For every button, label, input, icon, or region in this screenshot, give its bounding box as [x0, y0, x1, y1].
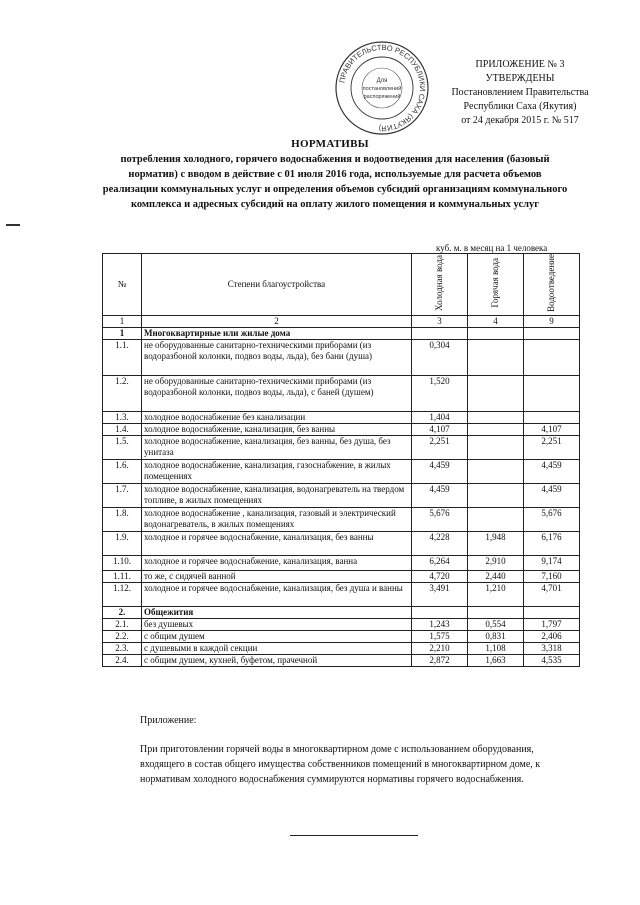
table-row: [103, 459, 580, 483]
drainage-value: 9,174: [524, 555, 580, 570]
header-cold-water: Холодная вода: [412, 254, 468, 316]
table-row: [103, 339, 580, 375]
column-numbers-row: [103, 315, 580, 327]
row-number: 1.6.: [103, 459, 142, 483]
row-description: Многоквартирные или жилые дома: [142, 327, 412, 339]
row-number: 1.3.: [103, 411, 142, 423]
decree-date: от 24 декабря 2015 г. № 517: [461, 115, 579, 126]
row-description: с душевыми в каждой секции: [142, 642, 412, 654]
hot-water-value: [468, 483, 524, 507]
hot-water-value: [468, 435, 524, 459]
row-description: холодное и горячее водоснабжение, канализация, ванна: [142, 555, 412, 570]
hot-water-value: 1,948: [468, 531, 524, 555]
row-description: с общим душем, кухней, буфетом, прачечной: [142, 654, 412, 666]
col-number: 9: [524, 315, 580, 327]
cold-water-value: 4,107: [412, 423, 468, 435]
row-number: 2.1.: [103, 618, 142, 630]
table-row: [103, 531, 580, 555]
drainage-value: 4,107: [524, 423, 580, 435]
col-number: 2: [142, 315, 412, 327]
col-number: 1: [103, 315, 142, 327]
cold-water-value: [412, 606, 468, 618]
cold-water-value: 0,304: [412, 339, 468, 375]
cold-water-value: 2,210: [412, 642, 468, 654]
drainage-value: 3,318: [524, 642, 580, 654]
row-number: 2.3.: [103, 642, 142, 654]
row-number: 1.10.: [103, 555, 142, 570]
drainage-value: 4,701: [524, 582, 580, 606]
row-description: холодное и горячее водоснабжение, канализация, без ванны: [142, 531, 412, 555]
margin-mark: [6, 224, 20, 226]
row-number: 2.2.: [103, 630, 142, 642]
cold-water-value: [412, 327, 468, 339]
row-number: 2.4.: [103, 654, 142, 666]
drainage-value: 4,459: [524, 459, 580, 483]
cold-water-value: 4,720: [412, 570, 468, 582]
republic-name: Республики Саха (Якутия): [463, 101, 577, 112]
hot-water-value: 2,910: [468, 555, 524, 570]
table-row: [103, 483, 580, 507]
hot-water-value: [468, 339, 524, 375]
drainage-value: 4,535: [524, 654, 580, 666]
drainage-value: 5,676: [524, 507, 580, 531]
drainage-value: [524, 327, 580, 339]
cold-water-value: 3,491: [412, 582, 468, 606]
table-header-row: [103, 254, 580, 316]
row-number: 1.12.: [103, 582, 142, 606]
drainage-value: 2,406: [524, 630, 580, 642]
row-description: холодное и горячее водоснабжение, канализация, без душа и ванны: [142, 582, 412, 606]
signature-line: [290, 835, 418, 836]
hot-water-value: 1,210: [468, 582, 524, 606]
header-hot-water: Горячая вода: [468, 254, 524, 316]
hot-water-value: 1,108: [468, 642, 524, 654]
cold-water-value: 1,520: [412, 375, 468, 411]
row-number: 1.8.: [103, 507, 142, 531]
hot-water-value: 1,663: [468, 654, 524, 666]
note-title: Приложение:: [140, 715, 197, 726]
table-row: [103, 435, 580, 459]
hot-water-value: [468, 411, 524, 423]
table-row: [103, 327, 580, 339]
row-number: 1.2.: [103, 375, 142, 411]
hot-water-value: 2,440: [468, 570, 524, 582]
svg-text:ПРАВИТЕЛЬСТВО РЕСПУБЛИКИ САХА: ПРАВИТЕЛЬСТВО РЕСПУБЛИКИ САХА (ЯКУТИЯ): [337, 42, 428, 134]
table-row: [103, 618, 580, 630]
hot-water-value: [468, 507, 524, 531]
row-number: 1.11.: [103, 570, 142, 582]
hot-water-value: [468, 423, 524, 435]
approved-label: УТВЕРЖДЕНЫ: [485, 73, 555, 84]
col-number: 3: [412, 315, 468, 327]
table-row: [103, 570, 580, 582]
document-title: НОРМАТИВЫ: [291, 138, 369, 150]
svg-text:постановлений: постановлений: [362, 86, 402, 92]
hot-water-value: [468, 375, 524, 411]
table-row: [103, 606, 580, 618]
row-description: холодное водоснабжение, канализация, без ванны, без душа, без унитаза: [142, 435, 412, 459]
table-row: [103, 555, 580, 570]
svg-text:Для: Для: [376, 78, 388, 84]
drainage-value: [524, 411, 580, 423]
units-label: куб. м. в месяц на 1 человека: [436, 243, 548, 253]
appendix-number: ПРИЛОЖЕНИЕ № 3: [475, 59, 565, 70]
hot-water-value: [468, 459, 524, 483]
table-row: [103, 630, 580, 642]
cold-water-value: 2,872: [412, 654, 468, 666]
table-row: [103, 582, 580, 606]
row-number: 1.9.: [103, 531, 142, 555]
table-row: [103, 642, 580, 654]
cold-water-value: 4,228: [412, 531, 468, 555]
cold-water-value: 6,264: [412, 555, 468, 570]
row-description: с общим душем: [142, 630, 412, 642]
drainage-value: [524, 606, 580, 618]
row-description: холодное водоснабжение, канализация, без ванны: [142, 423, 412, 435]
drainage-value: [524, 375, 580, 411]
row-description: то же, с сидячей ванной: [142, 570, 412, 582]
row-number: 1: [103, 327, 142, 339]
row-description: без душевых: [142, 618, 412, 630]
row-description: Общежития: [142, 606, 412, 618]
header-drainage: Водоотведение: [524, 254, 580, 316]
row-description: холодное водоснабжение , канализация, газовый и электрический водонагреватель, в жилых помещениях: [142, 507, 412, 531]
row-description: не оборудованные санитарно-техническими приборами (из водоразбоной колонки, подвоз воды, льда), с баней (душем): [142, 375, 412, 411]
drainage-value: 1,797: [524, 618, 580, 630]
row-description: холодное водоснабжение, канализация, водонагреватель на твердом топливе, в жилых помещениях: [142, 483, 412, 507]
cold-water-value: 1,575: [412, 630, 468, 642]
table-row: [103, 507, 580, 531]
drainage-value: 6,176: [524, 531, 580, 555]
header-no: №: [103, 254, 142, 316]
row-number: 1.4.: [103, 423, 142, 435]
official-seal: [334, 40, 430, 136]
cold-water-value: 2,251: [412, 435, 468, 459]
row-description: холодное водоснабжение без канализации: [142, 411, 412, 423]
svg-text:распоряжений: распоряжений: [363, 94, 401, 100]
row-description: холодное водоснабжение, канализация, газоснабжение, в жилых помещениях: [142, 459, 412, 483]
row-description: не оборудованные санитарно-техническими приборами (из водоразбоной колонки, подвоз воды, льда), без бани (душа): [142, 339, 412, 375]
cold-water-value: 4,459: [412, 459, 468, 483]
table-row: [103, 423, 580, 435]
table-row: [103, 654, 580, 666]
row-number: 2.: [103, 606, 142, 618]
hot-water-value: 0,831: [468, 630, 524, 642]
drainage-value: [524, 339, 580, 375]
decree-label: Постановлением Правительства: [451, 87, 589, 98]
cold-water-value: 4,459: [412, 483, 468, 507]
document-subtitle: потребления холодного, горячего водоснабжения и водоотведения для населения (базовый норматив) с вводом в действие с 01 июля 2016 года, используемые для расчета объемов реализации коммунальных услуг и определения объемов субсидий организациям коммунального комплекса и адресных субсидий на оплату жилого помещения и коммунальных услуг: [102, 154, 568, 210]
drainage-value: 7,160: [524, 570, 580, 582]
drainage-value: 4,459: [524, 483, 580, 507]
row-number: 1.1.: [103, 339, 142, 375]
cold-water-value: 5,676: [412, 507, 468, 531]
row-number: 1.7.: [103, 483, 142, 507]
col-number: 4: [468, 315, 524, 327]
hot-water-value: [468, 327, 524, 339]
note-text: При приготовлении горячей воды в многоквартирном доме с использованием оборудования, входящего в состав общего имущества собственников помещений в многоквартирном доме, к нормативам холодного водоснабжения суммируются нормативы горячего водоснабжения.: [140, 744, 541, 785]
row-number: 1.5.: [103, 435, 142, 459]
table-row: [103, 375, 580, 411]
norms-table: [102, 253, 580, 667]
hot-water-value: 0,554: [468, 618, 524, 630]
drainage-value: 2,251: [524, 435, 580, 459]
cold-water-value: 1,243: [412, 618, 468, 630]
table-row: [103, 411, 580, 423]
header-degree: Степени благоустройства: [142, 254, 412, 316]
appendix-header: [420, 58, 620, 128]
cold-water-value: 1,404: [412, 411, 468, 423]
hot-water-value: [468, 606, 524, 618]
